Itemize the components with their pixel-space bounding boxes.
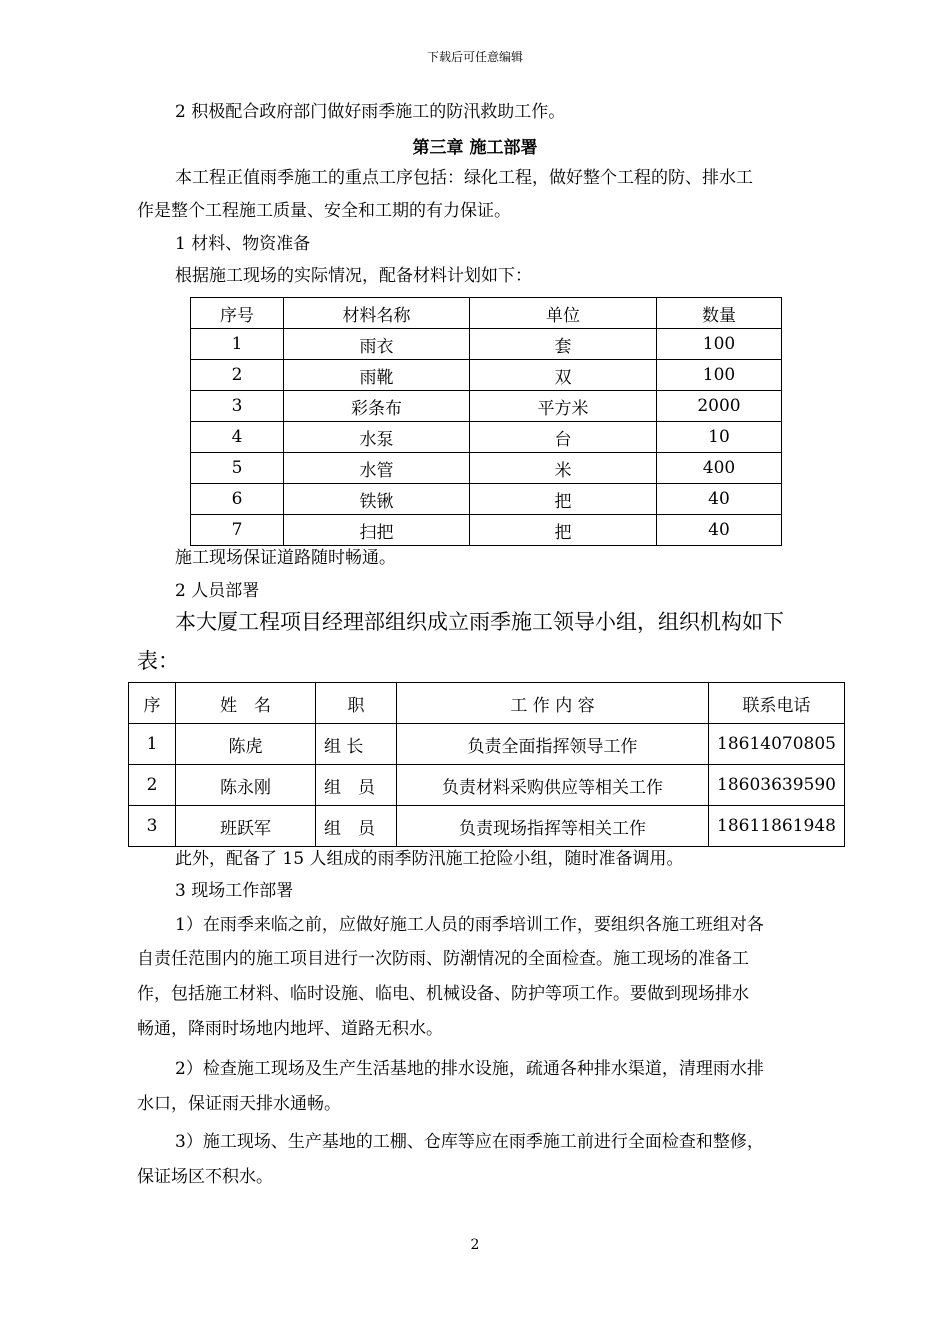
table-cell: 组 员 — [316, 806, 397, 847]
table-row — [191, 515, 782, 546]
extra-team-note: 此外，配备了 15 人组成的雨季防汛施工抢险小组，随时准备调用。 — [175, 849, 684, 869]
table-cell: 套 — [470, 329, 657, 360]
item-3-line-1: 3）施工现场、生产基地的工棚、仓库等应在雨季施工前进行全面检查和整修， — [175, 1132, 764, 1152]
chapter-title: 第三章 施工部署 — [412, 138, 538, 158]
materials-header-cell: 序号 — [191, 298, 284, 329]
materials-header-cell: 单位 — [470, 298, 657, 329]
staff-header-row — [129, 683, 845, 724]
staff-header-cell: 联系电话 — [709, 683, 845, 724]
section-2-line-2: 表： — [137, 649, 179, 673]
table-cell: 100 — [657, 360, 782, 391]
item-3-line-2: 保证场区不积水。 — [137, 1167, 273, 1187]
table-cell: 2000 — [657, 391, 782, 422]
table-cell: 40 — [657, 484, 782, 515]
table-cell: 6 — [191, 484, 284, 515]
table-cell: 5 — [191, 453, 284, 484]
table-cell: 台 — [470, 422, 657, 453]
page-header: 下载后可任意编辑 — [426, 50, 523, 64]
table-cell: 米 — [470, 453, 657, 484]
item-2-line-2: 水口，保证雨天排水通畅。 — [137, 1094, 341, 1114]
staff-header-cell: 职 — [316, 683, 397, 724]
table-cell: 1 — [129, 724, 176, 765]
item-1-line-4: 畅通，降雨时场地内地坪、道路无积水。 — [137, 1019, 443, 1039]
table-cell: 40 — [657, 515, 782, 546]
section-1-text: 根据施工现场的实际情况，配备材料计划如下： — [175, 266, 532, 286]
section-1-title: 1 材料、物资准备 — [175, 234, 311, 254]
intro-line-1: 本工程正值雨季施工的重点工序包括：绿化工程，做好整个工程的防、排水工 — [175, 168, 753, 188]
table-row — [129, 724, 845, 765]
table-cell: 3 — [129, 806, 176, 847]
materials-table — [190, 297, 782, 546]
table-row — [191, 329, 782, 360]
staff-header-cell: 序 — [129, 683, 176, 724]
table-row — [191, 484, 782, 515]
table-cell: 组 员 — [316, 765, 397, 806]
table-cell: 彩条布 — [284, 391, 470, 422]
table-cell: 3 — [191, 391, 284, 422]
item-1-line-2: 自责任范围内的施工项目进行一次防雨、防潮情况的全面检查。施工现场的准备工 — [137, 949, 749, 969]
table-cell: 18603639590 — [709, 765, 845, 806]
item-1-line-1: 1）在雨季来临之前，应做好施工人员的雨季培训工作，要组织各施工班组对各 — [175, 915, 764, 935]
table-cell: 水管 — [284, 453, 470, 484]
table-cell: 18614070805 — [709, 724, 845, 765]
table-cell: 陈虎 — [176, 724, 316, 765]
table-cell: 把 — [470, 515, 657, 546]
table-cell: 7 — [191, 515, 284, 546]
materials-header-row — [191, 298, 782, 329]
table-cell: 400 — [657, 453, 782, 484]
table-cell: 把 — [470, 484, 657, 515]
intro-line-2: 作是整个工程施工质量、安全和工期的有力保证。 — [137, 201, 511, 221]
table-cell: 雨靴 — [284, 360, 470, 391]
table-cell: 10 — [657, 422, 782, 453]
table-cell: 雨衣 — [284, 329, 470, 360]
table-row — [129, 806, 845, 847]
table-row — [191, 453, 782, 484]
staff-header-cell: 姓 名 — [176, 683, 316, 724]
item-1-line-3: 作，包括施工材料、临时设施、临电、机械设备、防护等项工作。要做到现场排水 — [137, 984, 749, 1004]
materials-header-cell: 数量 — [657, 298, 782, 329]
table-cell: 负责材料采购供应等相关工作 — [397, 765, 709, 806]
table-cell: 负责现场指挥等相关工作 — [397, 806, 709, 847]
staff-table — [128, 682, 845, 847]
page-number: 2 — [470, 1237, 480, 1253]
section-2-title: 2 人员部署 — [175, 581, 260, 601]
table-cell: 1 — [191, 329, 284, 360]
table-cell: 平方米 — [470, 391, 657, 422]
paragraph-flood-relief: 2 积极配合政府部门做好雨季施工的防汛救助工作。 — [175, 102, 566, 122]
road-note: 施工现场保证道路随时畅通。 — [175, 548, 396, 568]
item-2-line-1: 2）检查施工现场及生产生活基地的排水设施，疏通各种排水渠道，清理雨水排 — [175, 1059, 764, 1079]
table-row — [191, 360, 782, 391]
table-cell: 铁锹 — [284, 484, 470, 515]
table-cell: 4 — [191, 422, 284, 453]
table-cell: 2 — [191, 360, 284, 391]
table-cell: 2 — [129, 765, 176, 806]
table-cell: 双 — [470, 360, 657, 391]
table-cell: 18611861948 — [709, 806, 845, 847]
table-cell: 水泵 — [284, 422, 470, 453]
table-cell: 扫把 — [284, 515, 470, 546]
section-2-line-1: 本大厦工程项目经理部组织成立雨季施工领导小组，组织机构如下 — [175, 610, 784, 634]
table-row — [129, 765, 845, 806]
section-3-title: 3 现场工作部署 — [175, 881, 294, 901]
table-cell: 100 — [657, 329, 782, 360]
table-row — [191, 391, 782, 422]
materials-header-cell: 材料名称 — [284, 298, 470, 329]
staff-header-cell: 工 作 内 容 — [397, 683, 709, 724]
table-row — [191, 422, 782, 453]
table-cell: 班跃军 — [176, 806, 316, 847]
table-cell: 负责全面指挥领导工作 — [397, 724, 709, 765]
table-cell: 陈永刚 — [176, 765, 316, 806]
table-cell: 组 长 — [316, 724, 397, 765]
